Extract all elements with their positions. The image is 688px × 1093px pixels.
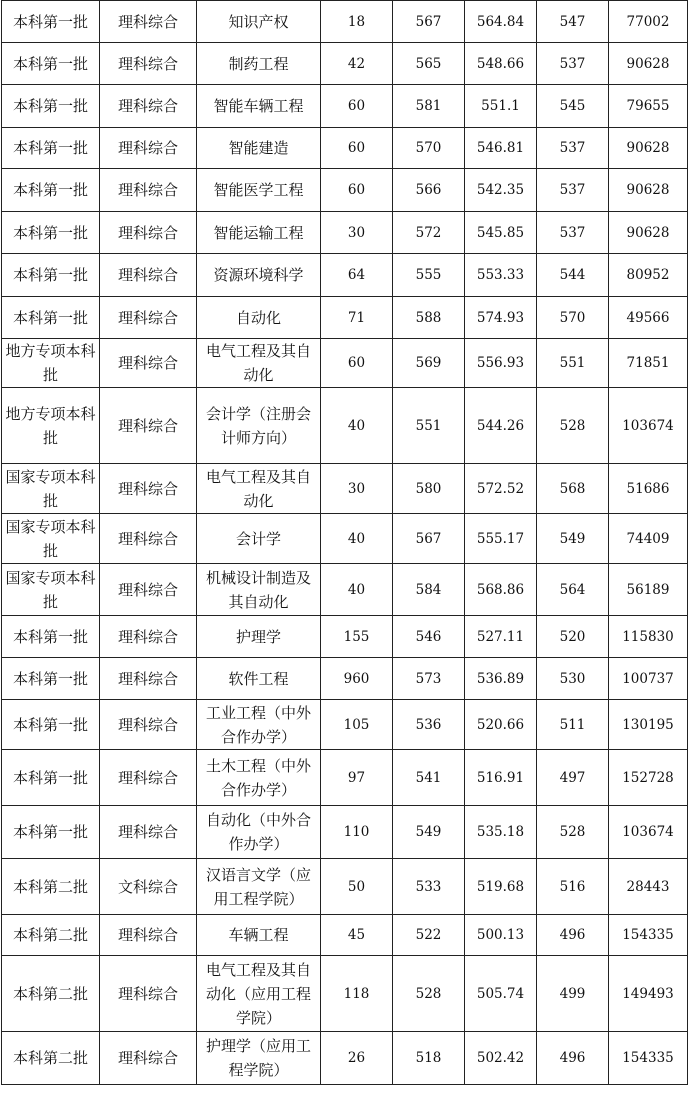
table-row (2, 464, 688, 514)
plan-count-cell: 26 (321, 1032, 393, 1085)
plan-count-cell: 118 (321, 956, 393, 1032)
table-row (2, 212, 688, 254)
min-rank-cell: 100737 (609, 658, 688, 700)
category-cell: 理科综合 (100, 514, 197, 564)
min-rank-cell: 74409 (609, 514, 688, 564)
plan-count-cell: 40 (321, 564, 393, 616)
avg-score-cell: 542.35 (465, 169, 537, 212)
batch-cell: 本科第二批 (2, 915, 100, 956)
batch-cell: 国家专项本科批 (2, 564, 100, 616)
max-score-cell: 581 (393, 85, 465, 128)
batch-cell: 国家专项本科批 (2, 514, 100, 564)
plan-count-cell: 60 (321, 85, 393, 128)
batch-cell: 本科第一批 (2, 169, 100, 212)
plan-count-cell: 40 (321, 388, 393, 464)
min-score-cell: 528 (537, 806, 609, 859)
major-cell: 工业工程（中外合作办学） (197, 700, 321, 750)
min-rank-cell: 90628 (609, 169, 688, 212)
category-cell: 理科综合 (100, 616, 197, 658)
min-score-cell: 528 (537, 388, 609, 464)
category-cell: 理科综合 (100, 750, 197, 806)
batch-cell: 本科第一批 (2, 658, 100, 700)
major-cell: 智能车辆工程 (197, 85, 321, 128)
table-row (2, 297, 688, 339)
min-rank-cell: 71851 (609, 339, 688, 388)
category-cell: 理科综合 (100, 464, 197, 514)
min-rank-cell: 149493 (609, 956, 688, 1032)
plan-count-cell: 30 (321, 212, 393, 254)
min-rank-cell: 154335 (609, 915, 688, 956)
category-cell: 理科综合 (100, 915, 197, 956)
category-cell: 理科综合 (100, 169, 197, 212)
table-row (2, 128, 688, 169)
major-cell: 智能医学工程 (197, 169, 321, 212)
avg-score-cell: 527.11 (465, 616, 537, 658)
max-score-cell: 549 (393, 806, 465, 859)
min-score-cell: 547 (537, 1, 609, 43)
plan-count-cell: 60 (321, 128, 393, 169)
category-cell: 理科综合 (100, 43, 197, 85)
min-score-cell: 537 (537, 128, 609, 169)
max-score-cell: 570 (393, 128, 465, 169)
batch-cell: 本科第二批 (2, 956, 100, 1032)
max-score-cell: 573 (393, 658, 465, 700)
avg-score-cell: 548.66 (465, 43, 537, 85)
max-score-cell: 522 (393, 915, 465, 956)
max-score-cell: 518 (393, 1032, 465, 1085)
category-cell: 理科综合 (100, 658, 197, 700)
category-cell: 理科综合 (100, 1, 197, 43)
table-row (2, 1, 688, 43)
batch-cell: 本科第二批 (2, 1032, 100, 1085)
max-score-cell: 541 (393, 750, 465, 806)
major-cell: 电气工程及其自动化（应用工程学院） (197, 956, 321, 1032)
category-cell: 理科综合 (100, 806, 197, 859)
min-rank-cell: 115830 (609, 616, 688, 658)
batch-cell: 本科第一批 (2, 128, 100, 169)
batch-cell: 本科第一批 (2, 297, 100, 339)
max-score-cell: 546 (393, 616, 465, 658)
avg-score-cell: 556.93 (465, 339, 537, 388)
major-cell: 电气工程及其自动化 (197, 339, 321, 388)
table-row (2, 43, 688, 85)
batch-cell: 本科第一批 (2, 616, 100, 658)
batch-cell: 本科第一批 (2, 212, 100, 254)
min-rank-cell: 103674 (609, 806, 688, 859)
max-score-cell: 567 (393, 1, 465, 43)
major-cell: 会计学（注册会计师方向） (197, 388, 321, 464)
plan-count-cell: 18 (321, 1, 393, 43)
category-cell: 文科综合 (100, 859, 197, 915)
min-rank-cell: 130195 (609, 700, 688, 750)
batch-cell: 地方专项本科批 (2, 339, 100, 388)
plan-count-cell: 71 (321, 297, 393, 339)
batch-cell: 本科第一批 (2, 254, 100, 297)
plan-count-cell: 155 (321, 616, 393, 658)
max-score-cell: 551 (393, 388, 465, 464)
min-score-cell: 549 (537, 514, 609, 564)
plan-count-cell: 60 (321, 169, 393, 212)
major-cell: 汉语言文学（应用工程学院） (197, 859, 321, 915)
table-row (2, 956, 688, 1032)
category-cell: 理科综合 (100, 297, 197, 339)
min-rank-cell: 152728 (609, 750, 688, 806)
avg-score-cell: 536.89 (465, 658, 537, 700)
table-body (2, 1, 688, 1085)
avg-score-cell: 502.42 (465, 1032, 537, 1085)
min-score-cell: 544 (537, 254, 609, 297)
category-cell: 理科综合 (100, 956, 197, 1032)
table-row (2, 915, 688, 956)
major-cell: 自动化（中外合作办学） (197, 806, 321, 859)
avg-score-cell: 505.74 (465, 956, 537, 1032)
avg-score-cell: 520.66 (465, 700, 537, 750)
min-score-cell: 570 (537, 297, 609, 339)
table-row (2, 658, 688, 700)
min-score-cell: 497 (537, 750, 609, 806)
plan-count-cell: 60 (321, 339, 393, 388)
avg-score-cell: 519.68 (465, 859, 537, 915)
min-score-cell: 568 (537, 464, 609, 514)
major-cell: 智能建造 (197, 128, 321, 169)
min-score-cell: 530 (537, 658, 609, 700)
table-row (2, 339, 688, 388)
batch-cell: 本科第一批 (2, 806, 100, 859)
category-cell: 理科综合 (100, 339, 197, 388)
max-score-cell: 565 (393, 43, 465, 85)
batch-cell: 本科第二批 (2, 859, 100, 915)
avg-score-cell: 551.1 (465, 85, 537, 128)
max-score-cell: 566 (393, 169, 465, 212)
min-rank-cell: 56189 (609, 564, 688, 616)
major-cell: 电气工程及其自动化 (197, 464, 321, 514)
batch-cell: 本科第一批 (2, 85, 100, 128)
category-cell: 理科综合 (100, 1032, 197, 1085)
table-row (2, 388, 688, 464)
avg-score-cell: 535.18 (465, 806, 537, 859)
max-score-cell: 536 (393, 700, 465, 750)
table-row (2, 514, 688, 564)
min-score-cell: 537 (537, 169, 609, 212)
plan-count-cell: 64 (321, 254, 393, 297)
min-score-cell: 520 (537, 616, 609, 658)
min-score-cell: 511 (537, 700, 609, 750)
batch-cell: 本科第一批 (2, 750, 100, 806)
min-score-cell: 496 (537, 1032, 609, 1085)
table-row (2, 85, 688, 128)
table-row (2, 1032, 688, 1085)
batch-cell: 地方专项本科批 (2, 388, 100, 464)
plan-count-cell: 105 (321, 700, 393, 750)
plan-count-cell: 45 (321, 915, 393, 956)
major-cell: 自动化 (197, 297, 321, 339)
plan-count-cell: 40 (321, 514, 393, 564)
category-cell: 理科综合 (100, 700, 197, 750)
table-row (2, 169, 688, 212)
major-cell: 资源环境科学 (197, 254, 321, 297)
table-row (2, 616, 688, 658)
plan-count-cell: 42 (321, 43, 393, 85)
plan-count-cell: 97 (321, 750, 393, 806)
min-score-cell: 499 (537, 956, 609, 1032)
min-score-cell: 516 (537, 859, 609, 915)
plan-count-cell: 960 (321, 658, 393, 700)
max-score-cell: 580 (393, 464, 465, 514)
table-row (2, 700, 688, 750)
category-cell: 理科综合 (100, 388, 197, 464)
batch-cell: 本科第一批 (2, 43, 100, 85)
avg-score-cell: 516.91 (465, 750, 537, 806)
avg-score-cell: 572.52 (465, 464, 537, 514)
max-score-cell: 567 (393, 514, 465, 564)
avg-score-cell: 564.84 (465, 1, 537, 43)
min-rank-cell: 103674 (609, 388, 688, 464)
table-row (2, 806, 688, 859)
batch-cell: 本科第一批 (2, 1, 100, 43)
major-cell: 智能运输工程 (197, 212, 321, 254)
max-score-cell: 588 (393, 297, 465, 339)
major-cell: 土木工程（中外合作办学） (197, 750, 321, 806)
min-rank-cell: 49566 (609, 297, 688, 339)
major-cell: 车辆工程 (197, 915, 321, 956)
table-row (2, 859, 688, 915)
plan-count-cell: 30 (321, 464, 393, 514)
min-rank-cell: 80952 (609, 254, 688, 297)
major-cell: 知识产权 (197, 1, 321, 43)
table-row (2, 254, 688, 297)
min-rank-cell: 90628 (609, 212, 688, 254)
min-score-cell: 537 (537, 43, 609, 85)
max-score-cell: 555 (393, 254, 465, 297)
max-score-cell: 533 (393, 859, 465, 915)
category-cell: 理科综合 (100, 254, 197, 297)
min-rank-cell: 79655 (609, 85, 688, 128)
max-score-cell: 584 (393, 564, 465, 616)
table-row (2, 750, 688, 806)
table-row (2, 564, 688, 616)
avg-score-cell: 553.33 (465, 254, 537, 297)
major-cell: 机械设计制造及其自动化 (197, 564, 321, 616)
avg-score-cell: 546.81 (465, 128, 537, 169)
major-cell: 护理学（应用工程学院） (197, 1032, 321, 1085)
min-score-cell: 537 (537, 212, 609, 254)
max-score-cell: 528 (393, 956, 465, 1032)
category-cell: 理科综合 (100, 212, 197, 254)
major-cell: 制药工程 (197, 43, 321, 85)
plan-count-cell: 50 (321, 859, 393, 915)
min-score-cell: 496 (537, 915, 609, 956)
min-rank-cell: 154335 (609, 1032, 688, 1085)
avg-score-cell: 545.85 (465, 212, 537, 254)
min-score-cell: 564 (537, 564, 609, 616)
avg-score-cell: 544.26 (465, 388, 537, 464)
category-cell: 理科综合 (100, 128, 197, 169)
min-rank-cell: 90628 (609, 43, 688, 85)
avg-score-cell: 555.17 (465, 514, 537, 564)
admission-score-table (1, 0, 688, 1085)
major-cell: 护理学 (197, 616, 321, 658)
avg-score-cell: 568.86 (465, 564, 537, 616)
major-cell: 会计学 (197, 514, 321, 564)
max-score-cell: 572 (393, 212, 465, 254)
batch-cell: 国家专项本科批 (2, 464, 100, 514)
batch-cell: 本科第一批 (2, 700, 100, 750)
category-cell: 理科综合 (100, 564, 197, 616)
min-rank-cell: 77002 (609, 1, 688, 43)
avg-score-cell: 574.93 (465, 297, 537, 339)
min-rank-cell: 28443 (609, 859, 688, 915)
plan-count-cell: 110 (321, 806, 393, 859)
min-rank-cell: 90628 (609, 128, 688, 169)
major-cell: 软件工程 (197, 658, 321, 700)
min-score-cell: 545 (537, 85, 609, 128)
category-cell: 理科综合 (100, 85, 197, 128)
max-score-cell: 569 (393, 339, 465, 388)
min-score-cell: 551 (537, 339, 609, 388)
min-rank-cell: 51686 (609, 464, 688, 514)
avg-score-cell: 500.13 (465, 915, 537, 956)
